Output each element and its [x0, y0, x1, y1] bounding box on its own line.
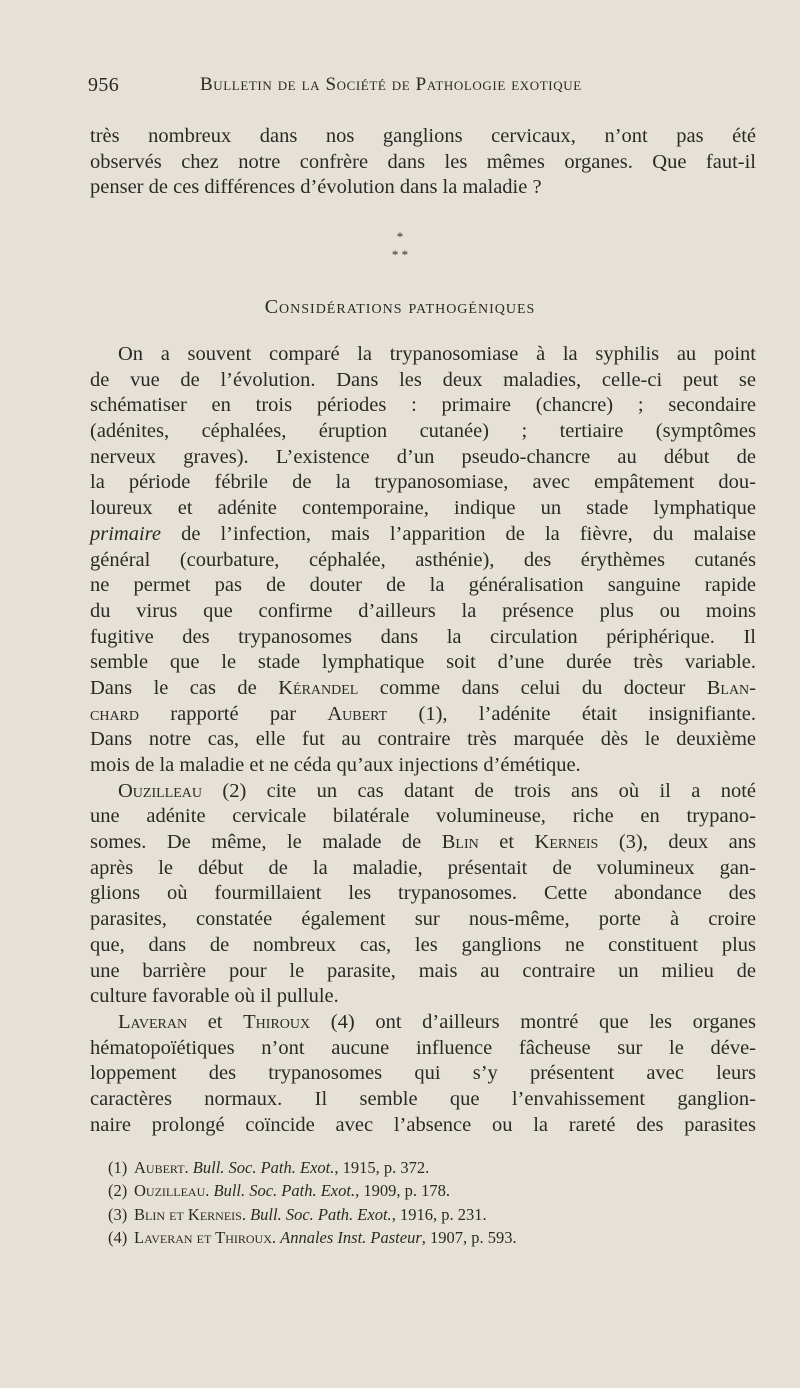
footnote: (3) Blin et Kerneis. Bull. Soc. Path. Exot., 1916, p. 231.	[108, 1204, 487, 1224]
text-line: caractères normaux. Il semble que l’envahissement ganglion-	[90, 1087, 756, 1110]
text-line: général (courbature, céphalée, asthénie), des érythèmes cutanés	[90, 548, 756, 571]
footnote: (1) Aubert. Bull. Soc. Path. Exot., 1915, p. 372.	[108, 1158, 430, 1177]
footnote: (4) Laveran et Thiroux. Annales Inst. Pasteur, 1907, p. 593.	[108, 1228, 517, 1248]
author-name: Thiroux	[243, 1010, 311, 1033]
text-line: schématiser en trois périodes : primaire (chancre) ; secondaire	[90, 394, 756, 417]
page-number: 956	[88, 74, 120, 96]
text-line: hématopoïétiques n’ont aucune influence fâcheuse sur le déve-	[90, 1036, 756, 1059]
text-line: que, dans de nombreux cas, les ganglions ne constituent plus	[90, 933, 756, 956]
text-line: Laveran et Thiroux (4) ont d’ailleurs montré que les organes	[118, 1010, 756, 1033]
author-name: chard	[90, 702, 140, 725]
text-line: glions où fourmillaient les trypanosomes. Cette abondance des	[90, 882, 756, 905]
text-line: loppement des trypanosomes qui s’y présentent avec leurs	[90, 1062, 756, 1085]
text-line: somes. De même, le malade de Blin et Kerneis (3), deux ans	[90, 831, 757, 854]
footnote: (2) Ouzilleau. Bull. Soc. Path. Exot., 1909, p. 178.	[108, 1181, 450, 1201]
author-name: Kerneis	[534, 831, 599, 854]
text-line: primaire de l’infection, mais l’apparition de la fièvre, du malaise	[90, 522, 756, 545]
page-header	[88, 74, 756, 104]
text-line: Ouzilleau (2) cite un cas datant de trois ans où il a noté	[118, 779, 756, 802]
text-line: culture favorable où il pullule.	[90, 985, 339, 1008]
footnotes	[108, 1156, 728, 1250]
text-line: une adénite cervicale bilatérale volumineuse, riche en trypano-	[90, 805, 756, 828]
author-name: Laveran	[118, 1010, 188, 1033]
author-name: Blan-	[706, 676, 756, 699]
text-line: (adénites, céphalées, éruption cutanée) ; tertiaire (symptômes	[90, 420, 756, 443]
text-line: Dans le cas de Kérandel comme dans celui du docteur Blan-	[90, 676, 756, 699]
asterism-bottom: * *	[391, 247, 409, 262]
author-name: Kérandel	[278, 676, 359, 699]
main-text	[90, 342, 756, 1138]
section-heading: Considérations pathogéniques	[264, 296, 536, 318]
text-line: fugitive des trypanosomes dans la circulation périphérique. Il	[90, 625, 756, 648]
text-line: la période fébrile de la trypanosomiase, avec empâtement dou-	[90, 471, 756, 494]
text-line: naire prolongé coïncide avec l’absence ou la rareté des parasites	[90, 1113, 756, 1136]
text-line: chard rapporté par Aubert (1), l’adénite était insignifiante.	[90, 702, 756, 725]
intro-paragraph	[90, 124, 756, 201]
author-name: Ouzilleau	[118, 779, 203, 802]
text-line: ne permet pas de douter de la généralisation sanguine rapide	[90, 574, 756, 597]
text-line: très nombreux dans nos ganglions cervicaux, n’ont pas été	[90, 125, 756, 147]
text-line: une barrière pour le parasite, mais au contraire un milieu de	[90, 959, 756, 982]
text-line: mois de la maladie et ne céda qu’aux injections d’émétique.	[90, 754, 581, 776]
asterism-top: *	[396, 229, 404, 244]
text-line: observés chez notre confrère dans les mêmes organes. Que faut-il	[90, 150, 756, 173]
text-line: Dans notre cas, elle fut au contraire très marquée dès le deuxième	[90, 728, 756, 751]
text-line: nerveux graves). L’existence d’un pseudo-chancre au début de	[90, 445, 756, 468]
text-line: penser de ces différences d’évolution dans la maladie ?	[90, 176, 542, 199]
text-line: de vue de l’évolution. Dans les deux maladies, celle-ci peut se	[90, 368, 756, 391]
italic-word: primaire	[90, 522, 161, 545]
text-line: après le début de la maladie, présentait de volumineux gan-	[90, 856, 756, 879]
running-title: Bulletin de la Société de Pathologie exotique	[200, 74, 582, 95]
author-name: Aubert	[327, 702, 388, 725]
text-line: du virus que confirme d’ailleurs la présence plus ou moins	[90, 599, 756, 622]
text-line: parasites, constatée également sur nous-même, porte à croire	[90, 908, 756, 931]
text-line: On a souvent comparé la trypanosomiase à la syphilis au point	[118, 343, 756, 365]
text-line: semble que le stade lymphatique soit d’une durée très variable.	[90, 651, 756, 674]
author-name: Blin	[441, 831, 479, 854]
text-line: loureux et adénite contemporaine, indique un stade lymphatique	[90, 497, 756, 520]
